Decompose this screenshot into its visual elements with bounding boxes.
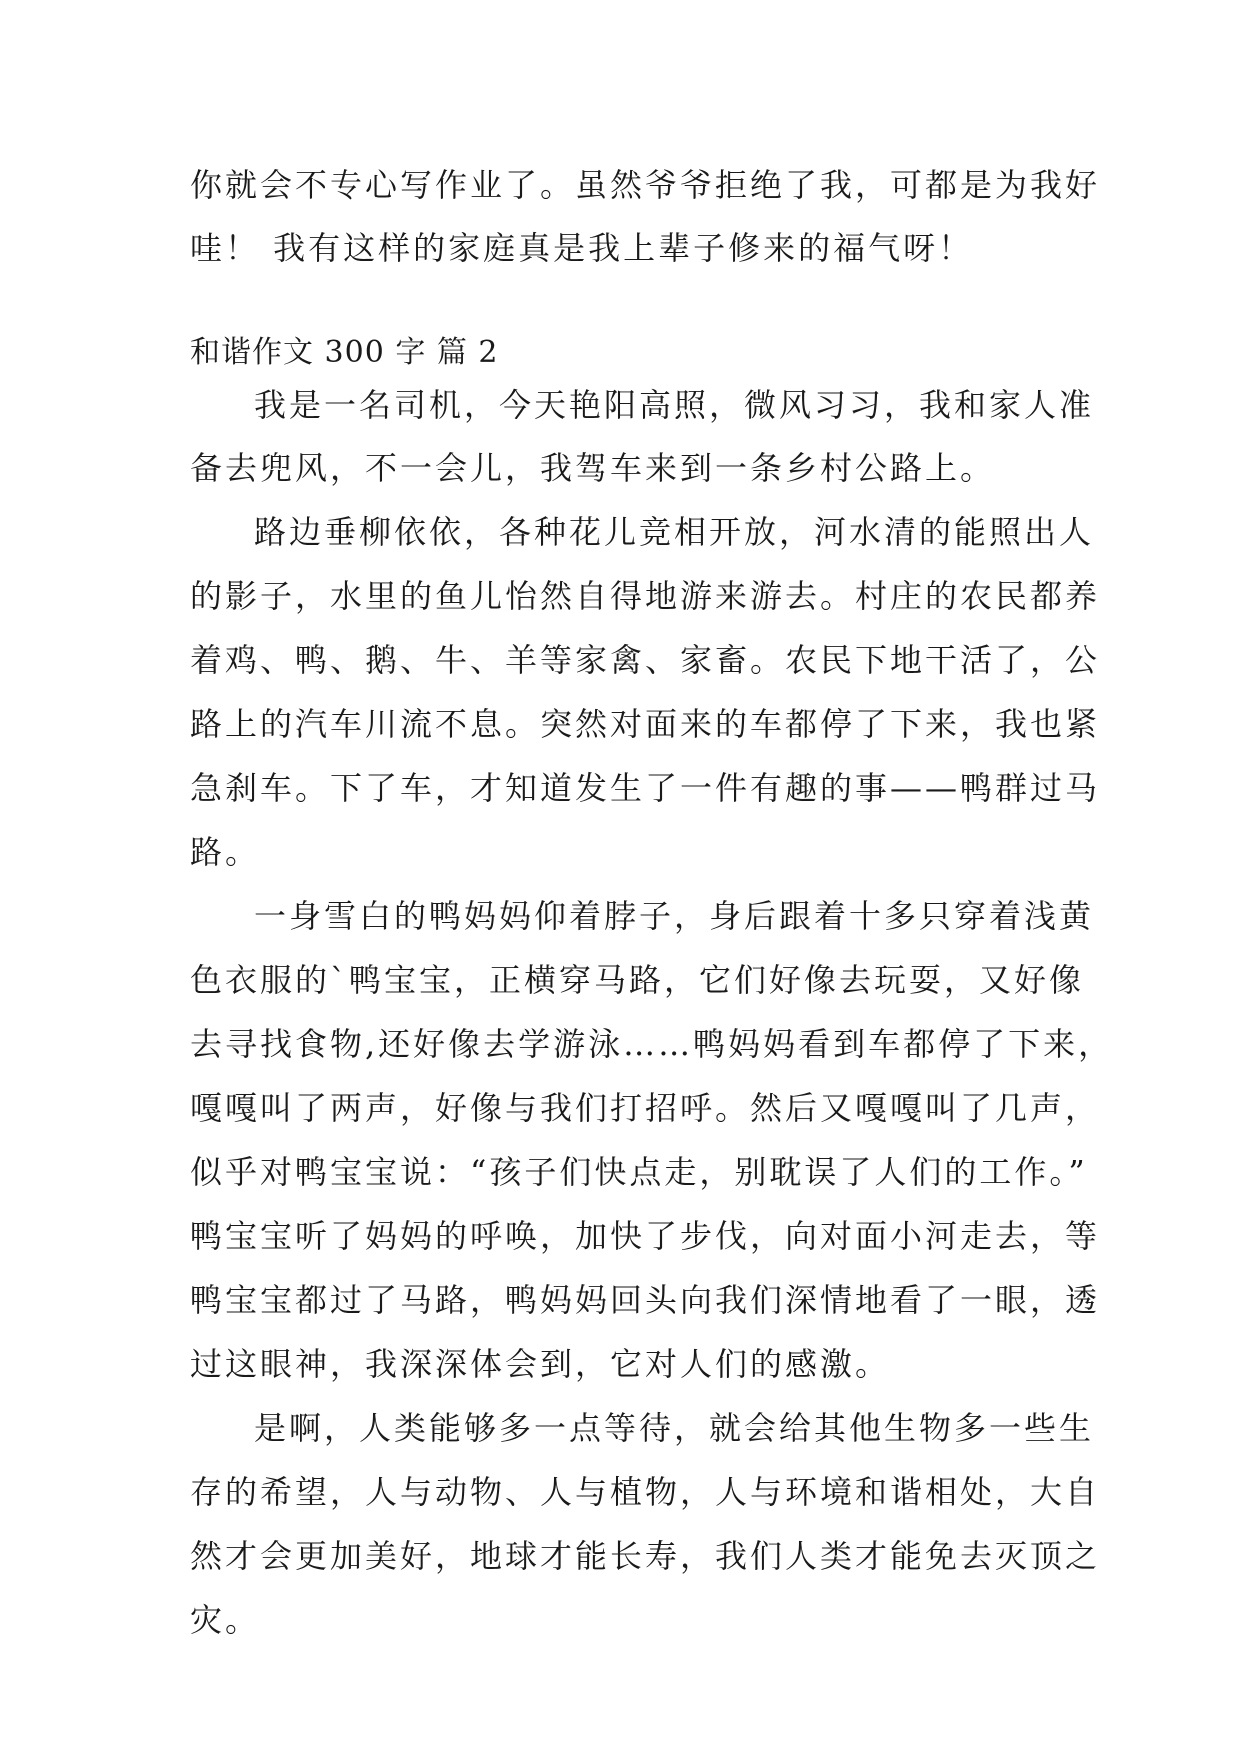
paragraph-line: 路上的汽车川流不息。突然对面来的车都停了下来，我也紧 bbox=[190, 705, 1101, 743]
paragraph-line: 鸭宝宝听了妈妈的呼唤，加快了步伐，向对面小河走去，等 bbox=[190, 1217, 1101, 1255]
document-page bbox=[190, 0, 1114, 1754]
text-line: 你就会不专心写作业了。虽然爷爷拒绝了我，可都是为我好 bbox=[190, 166, 1101, 204]
paragraph-line: 去寻找食物,还好像去学游泳……鸭妈妈看到车都停了下来， bbox=[190, 1025, 1114, 1063]
paragraph-line: 急刹车。下了车，才知道发生了一件有趣的事——鸭群过马 bbox=[190, 769, 1101, 807]
paragraph-line: 备去兜风，不一会儿，我驾车来到一条乡村公路上。 bbox=[190, 449, 996, 487]
paragraph-line: 一身雪白的鸭妈妈仰着脖子，身后跟着十多只穿着浅黄 bbox=[254, 897, 1095, 935]
paragraph-line: 着鸡、鸭、鹅、牛、羊等家禽、家畜。农民下地干活了，公 bbox=[190, 641, 1101, 679]
paragraph-line: 色衣服的`鸭宝宝，正横穿马路，它们好像去玩耍，又好像 bbox=[190, 961, 1085, 999]
paragraph-line: 存的希望，人与动物、人与植物，人与环境和谐相处，大自 bbox=[190, 1473, 1101, 1511]
paragraph-line: 鸭宝宝都过了马路，鸭妈妈回头向我们深情地看了一眼，透 bbox=[190, 1281, 1101, 1319]
section-heading: 和谐作文 300 字 篇 2 bbox=[190, 335, 499, 370]
text-line: 哇！ 我有这样的家庭真是我上辈子修来的福气呀！ bbox=[190, 229, 974, 267]
paragraph-line: 路。 bbox=[190, 833, 261, 871]
paragraph-line: 我是一名司机，今天艳阳高照，微风习习，我和家人准 bbox=[254, 386, 1095, 424]
paragraph-line: 路边垂柳依依，各种花儿竞相开放，河水清的能照出人 bbox=[254, 513, 1095, 551]
paragraph-line: 嘎嘎叫了两声，好像与我们打招呼。然后又嘎嘎叫了几声， bbox=[190, 1089, 1101, 1127]
paragraph-line: 灾。 bbox=[190, 1601, 261, 1639]
paragraph-line: 似乎对鸭宝宝说：“孩子们快点走，别耽误了人们的工作。” bbox=[190, 1153, 1088, 1191]
paragraph-line: 然才会更加美好，地球才能长寿，我们人类才能免去灭顶之 bbox=[190, 1537, 1101, 1575]
paragraph-line: 过这眼神，我深深体会到，它对人们的感激。 bbox=[190, 1345, 891, 1383]
paragraph-line: 是啊，人类能够多一点等待，就会给其他生物多一些生 bbox=[254, 1409, 1095, 1447]
paragraph-line: 的影子，水里的鱼儿怡然自得地游来游去。村庄的农民都养 bbox=[190, 577, 1101, 615]
